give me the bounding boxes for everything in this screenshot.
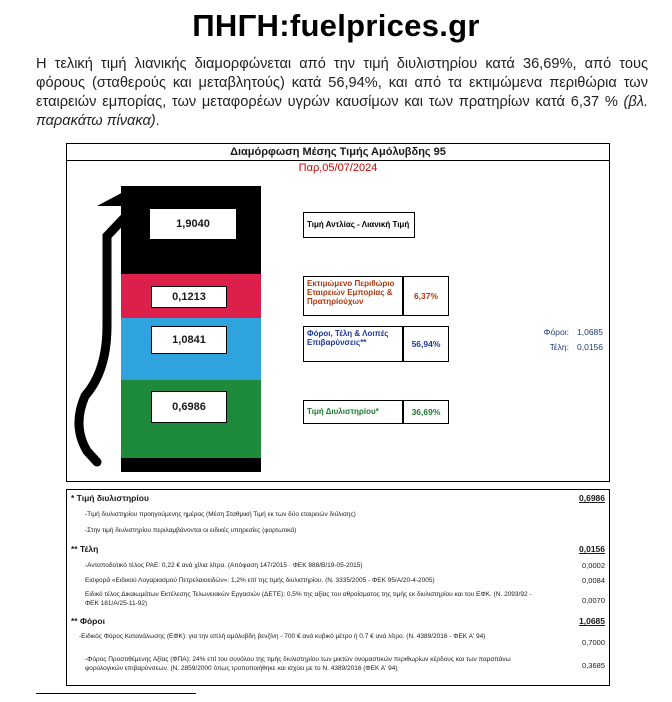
pump-base: [121, 458, 261, 472]
fee-row-3-text: Ειδικό τέλος Δικαιωμάτων Εκτέλεσης Τελωνειακών Εργασιών (ΔΕΤΕ): 0,5% της αξίας του αθροίσματος της τιμής εκ διυλιστηρίου και του ΕΦΚ. (Ν. 2093/92 - ΦΕΚ 181/Α/25-11-92): [85, 591, 532, 607]
taxes-label: Φόροι, Τέλη & Λοιπές Επιβαρύνσεις**: [303, 326, 403, 362]
refinery-note-2-text: -Στην τιμή διυλιστηρίου περιλαμβάνονται οι ειδικές υπηρεσίες (φορτωτικά): [85, 527, 297, 534]
fees-row: [67, 544, 609, 556]
side-taxes-value: 1,0685: [577, 327, 603, 337]
taxes-row-label: ** Φόροι: [71, 616, 105, 626]
taxes-row-value: 1,0685: [579, 616, 605, 626]
taxes-row: [67, 616, 609, 628]
details-table: [66, 489, 610, 686]
refinery-row: [67, 493, 609, 505]
refinery-percent: 36,69%: [403, 400, 449, 424]
fees-row-value: 0,0156: [579, 544, 605, 554]
taxes-percent: 56,94%: [403, 326, 449, 362]
chart-heading: Διαμόρφωση Μέσης Τιμής Αμόλυβδης 95: [66, 143, 610, 161]
refinery-label: Τιμή Διυλιστηρίου*: [303, 400, 403, 424]
refinery-value: 0,6986: [151, 391, 227, 423]
side-taxes-label: Φόροι:: [543, 327, 569, 337]
footnote-rule: [36, 693, 196, 694]
intro-paragraph: [36, 55, 648, 131]
chart-date: Παρ,05/07/2024: [66, 160, 610, 176]
refinery-note-1-text: -Τιμή διυλιστηρίου προηγούμενης ημέρας (Μέση Σταθμική Τιμή εκ των δύο εταιρειών διύλισης): [85, 511, 356, 518]
tax-row-1-text: -Ειδικός Φόρος Κατανάλωσης (ΕΦΚ): για την απλή αμόλυβδη βενζίνη - 700 € ανά κυβικό μέτρο ή 0.7 € ανά λίτρο. (Ν. 4389/2016 - ΦΕΚ Α' 94): [79, 633, 486, 640]
total-price-label: Τιμή Αντλίας - Λιανική Τιμή: [303, 212, 415, 238]
price-breakdown-chart: [66, 176, 610, 482]
refinery-row-label: * Τιμή διυλιστηρίου: [71, 493, 149, 503]
refinery-row-value: 0,6986: [579, 493, 605, 503]
fee-row-2-text: Εισφορά «Ειδικού Λογαριασμού Πετρελαιοειδών»: 1,2% επί της τιμής διυλιστηρίου. (Ν. 3335/2005 - ΦΕΚ 95/Α/20-4-2005): [85, 577, 435, 584]
intro-text: Η τελική τιμή λιανικής διαμορφώνεται από την τιμή διυλιστηρίου κατά 36,69%, από τους φόρους (σταθερούς και μεταβλητούς) κατά 56,94%, και από τα εκτιμώμενα περιθώρια των εταιρειών εμπορίας, των μεταφορέων υγρών καυσίμων και των πρατηρίων κατά 6,37 %: [36, 56, 648, 110]
fee-row-3-value: 0,0070: [582, 596, 605, 605]
tax-row-2-value: 0,3685: [582, 661, 605, 670]
margins-value: 0,1213: [151, 286, 227, 308]
fee-row-1-value: 0,0002: [582, 561, 605, 570]
fees-row-label: ** Τέλη: [71, 544, 99, 554]
taxes-value: 1,0841: [151, 326, 227, 354]
fee-row-1-text: -Ανταποδοτικό τέλος ΡΑΕ: 0,22 € ανά χίλια λίτρα. (Απόφαση 147/2015 · ΦΕΚ 888/Β/19-05-2015): [85, 562, 363, 569]
page-title: ΠΗΓΗ:fuelprices.gr: [192, 8, 480, 43]
tax-row-2-text: -Φόρος Προστιθέμενης Αξίας (ΦΠΑ): 24% επί του συνόλου της τιμής διυλιστηρίου των μικτών ονομαστικών περιθωρίων κέρδους και των παραπάνω φορολογικών επιβαρύνσεων. (Ν. 2859/2000 όπως τροποποιήθηκε και ισχύει με το Ν. 4389/2016 (ΦΕΚ Α' 94): [85, 656, 511, 672]
tax-row-1-value: 0,7000: [582, 638, 605, 647]
intro-end: .: [155, 113, 160, 129]
total-price-value: 1,9040: [149, 208, 237, 240]
intro-italic-note: (βλ. παρακάτω πίνακα): [36, 94, 648, 129]
margins-percent: 6,37%: [403, 276, 449, 316]
side-fees-value: 0,0156: [577, 342, 603, 352]
side-fees-label: Τέλη:: [549, 342, 569, 352]
fee-row-2-value: 0,0084: [582, 576, 605, 585]
margins-label: Εκτιμώμενο Περιθώριο Εταιρειών Εμπορίας & Πρατηρίούχων: [303, 276, 403, 316]
